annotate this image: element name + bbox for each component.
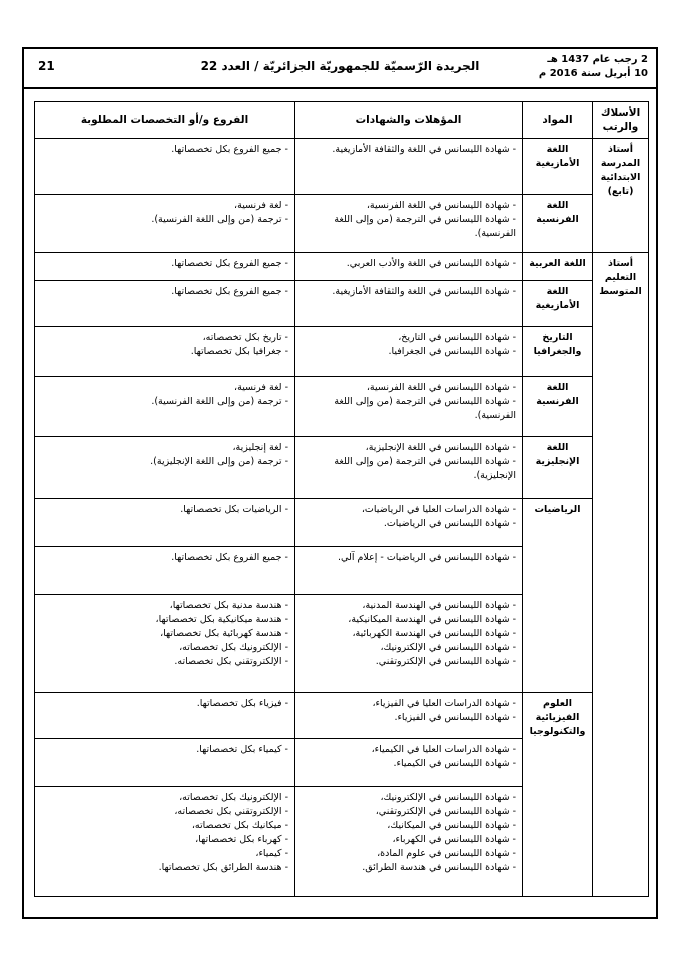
header-date bbox=[538, 53, 648, 81]
spec-item: - الإلكتروتقني بكل تخصصاته، bbox=[174, 806, 288, 817]
qual-cell bbox=[295, 253, 523, 281]
spec-item: - فيزياء بكل تخصصاتها. bbox=[196, 698, 288, 709]
qual-item: - شهادة الليسانس في الهندسة الكهربائية، bbox=[352, 628, 516, 639]
journal-title: الجريدة الرّسميّة للجمهوريّة الجزائريّة / العدد 22 bbox=[200, 59, 480, 73]
qual-cell bbox=[295, 739, 523, 787]
spec-item: - تاريخ بكل تخصصاته، bbox=[202, 332, 288, 343]
qual-cell bbox=[295, 547, 523, 595]
qual-item: - شهادة الليسانس في الهندسة الميكانيكية، bbox=[348, 614, 516, 625]
qual-item: - شهادة الليسانس في اللغة الفرنسية، bbox=[366, 200, 516, 211]
qual-item: - شهادة الليسانس في الترجمة (من وإلى اللغة الإنجليزية). bbox=[334, 456, 516, 481]
table-row bbox=[35, 281, 649, 327]
spec-item: - هندسة الطرائق بكل تخصصاتها. bbox=[158, 862, 288, 873]
qual-item: - شهادة الدراسات العليا في الكيمياء، bbox=[371, 744, 516, 755]
qual-cell bbox=[295, 139, 523, 195]
spec-item: - لغة فرنسية، bbox=[234, 200, 288, 211]
spec-item: - جميع الفروع بكل تخصصاتها. bbox=[171, 258, 288, 269]
spec-cell bbox=[35, 499, 295, 547]
spec-item: - الرياضيات بكل تخصصاتها. bbox=[180, 504, 288, 515]
spec-item: - الإلكترونيك بكل تخصصاته، bbox=[179, 792, 288, 803]
col-header-rank: الأسلاك والرتب bbox=[593, 102, 649, 139]
subject-cell: التاريخ والجغرافيا bbox=[523, 327, 593, 377]
spec-item: - لغة فرنسية، bbox=[234, 382, 288, 393]
spec-item: - جميع الفروع بكل تخصصاتها. bbox=[171, 552, 288, 563]
rank-primary: أستاذ المدرسة الابتدائية (تابع) bbox=[593, 139, 649, 253]
qual-item: - شهادة الليسانس في الترجمة (من وإلى اللغة الفرنسية). bbox=[334, 396, 516, 421]
date-hijri: 2 رجب عام 1437 هـ bbox=[547, 54, 648, 65]
table-row bbox=[35, 195, 649, 253]
qual-item: - شهادة الليسانس في الرياضيات - إعلام آلي. bbox=[338, 552, 516, 563]
subject-cell: العلوم الفيزيائية والتكنولوجيا bbox=[523, 693, 593, 897]
qual-item: - شهادة الليسانس في اللغة والثقافة الأمازيغية. bbox=[332, 144, 516, 155]
qual-cell bbox=[295, 595, 523, 693]
qual-item: - شهادة الليسانس في اللغة والثقافة الأمازيغية. bbox=[332, 286, 516, 297]
table-row bbox=[35, 377, 649, 437]
spec-item: - هندسة ميكانيكية بكل تخصصاتها، bbox=[155, 614, 288, 625]
page-header bbox=[24, 49, 656, 89]
qual-item: - شهادة الليسانس في اللغة الفرنسية، bbox=[366, 382, 516, 393]
qual-item: - شهادة الليسانس في الإلكتروتقني. bbox=[375, 656, 516, 667]
qual-item: - شهادة الليسانس في الإلكترونيك، bbox=[380, 642, 516, 653]
qual-item: - شهادة الليسانس في الترجمة (من وإلى اللغة الفرنسية). bbox=[334, 214, 516, 239]
qual-item: - شهادة الدراسات العليا في الفيزياء، bbox=[372, 698, 516, 709]
qualifications-table bbox=[34, 101, 649, 897]
col-header-specializations: الفروع و/أو التخصصات المطلوبة bbox=[35, 102, 295, 139]
rank-middle: أستاذ التعليم المتوسط bbox=[593, 253, 649, 897]
spec-item: - الإلكترونيك بكل تخصصاته، bbox=[179, 642, 288, 653]
qual-item: - شهادة الليسانس في الكيمياء. bbox=[393, 758, 516, 769]
subject-cell: اللغة الإنجليزية bbox=[523, 437, 593, 499]
subject-cell: اللغة الفرنسية bbox=[523, 195, 593, 253]
spec-item: - جميع الفروع بكل تخصصاتها. bbox=[171, 286, 288, 297]
spec-item: - الإلكتروتقني بكل تخصصاته. bbox=[174, 656, 288, 667]
qual-cell bbox=[295, 787, 523, 897]
qual-item: - شهادة الليسانس في اللغة الإنجليزية، bbox=[365, 442, 516, 453]
qual-item: - شهادة الليسانس في الرياضيات. bbox=[383, 518, 516, 529]
qual-cell bbox=[295, 437, 523, 499]
qual-item: - شهادة الليسانس في الإلكتروتقني، bbox=[375, 806, 516, 817]
spec-cell bbox=[35, 547, 295, 595]
subject-cell: اللغة الفرنسية bbox=[523, 377, 593, 437]
table-row bbox=[35, 253, 649, 281]
qual-cell bbox=[295, 693, 523, 739]
qual-item: - شهادة الليسانس في الكهرباء، bbox=[392, 834, 516, 845]
qual-item: - شهادة الليسانس في الجغرافيا. bbox=[388, 346, 516, 357]
qual-cell bbox=[295, 499, 523, 547]
subject-cell: الرياضيات bbox=[523, 499, 593, 693]
spec-cell bbox=[35, 595, 295, 693]
page-frame bbox=[22, 47, 658, 919]
qual-item: - شهادة الليسانس في هندسة الطرائق. bbox=[362, 862, 516, 873]
spec-cell bbox=[35, 253, 295, 281]
spec-item: - كهرباء بكل تخصصاتها، bbox=[195, 834, 288, 845]
spec-item: - ترجمة (من وإلى اللغة الفرنسية). bbox=[151, 214, 288, 225]
date-gregorian: 10 أبريل سنة 2016 م bbox=[538, 68, 648, 79]
spec-item: - كيمياء، bbox=[255, 848, 288, 859]
table-row bbox=[35, 139, 649, 195]
spec-item: - لغة إنجليزية، bbox=[232, 442, 288, 453]
qual-item: - شهادة الليسانس في اللغة والأدب العربي. bbox=[346, 258, 516, 269]
spec-cell bbox=[35, 377, 295, 437]
spec-item: - جغرافيا بكل تخصصاتها. bbox=[190, 346, 288, 357]
spec-cell bbox=[35, 437, 295, 499]
spec-item: - ميكانيك بكل تخصصاته، bbox=[191, 820, 288, 831]
spec-cell bbox=[35, 139, 295, 195]
subject-cell: اللغة الأمازيغية bbox=[523, 139, 593, 195]
table-row bbox=[35, 327, 649, 377]
qual-item: - شهادة الليسانس في الفيزياء. bbox=[394, 712, 516, 723]
spec-cell bbox=[35, 281, 295, 327]
qual-cell bbox=[295, 377, 523, 437]
table-row bbox=[35, 693, 649, 739]
spec-cell bbox=[35, 195, 295, 253]
spec-item: - كيمياء بكل تخصصاتها. bbox=[196, 744, 288, 755]
qual-item: - شهادة الليسانس في الهندسة المدنية، bbox=[362, 600, 516, 611]
qual-item: - شهادة الدراسات العليا في الرياضيات، bbox=[361, 504, 516, 515]
spec-item: - جميع الفروع بكل تخصصاتها. bbox=[171, 144, 288, 155]
col-header-subject: المواد bbox=[523, 102, 593, 139]
qual-item: - شهادة الليسانس في علوم المادة، bbox=[377, 848, 516, 859]
spec-item: - هندسة مدنية بكل تخصصاتها، bbox=[169, 600, 288, 611]
spec-cell bbox=[35, 693, 295, 739]
spec-cell bbox=[35, 787, 295, 897]
table-header-row bbox=[35, 102, 649, 139]
qual-item: - شهادة الليسانس في الميكانيك، bbox=[387, 820, 516, 831]
col-header-qualifications: المؤهلات والشهادات bbox=[295, 102, 523, 139]
table-row bbox=[35, 499, 649, 547]
spec-item: - ترجمة (من وإلى اللغة الإنجليزية). bbox=[150, 456, 288, 467]
subject-cell: اللغة الأمازيغية bbox=[523, 281, 593, 327]
page-number: 21 bbox=[38, 59, 55, 73]
qual-item: - شهادة الليسانس في التاريخ، bbox=[398, 332, 516, 343]
qual-cell bbox=[295, 195, 523, 253]
spec-item: - ترجمة (من وإلى اللغة الفرنسية). bbox=[151, 396, 288, 407]
spec-cell bbox=[35, 739, 295, 787]
qual-cell bbox=[295, 327, 523, 377]
spec-cell bbox=[35, 327, 295, 377]
qual-cell bbox=[295, 281, 523, 327]
table-row bbox=[35, 437, 649, 499]
spec-item: - هندسة كهربائية بكل تخصصاتها، bbox=[160, 628, 288, 639]
qual-item: - شهادة الليسانس في الإلكترونيك، bbox=[380, 792, 516, 803]
subject-cell: اللغة العربية bbox=[523, 253, 593, 281]
